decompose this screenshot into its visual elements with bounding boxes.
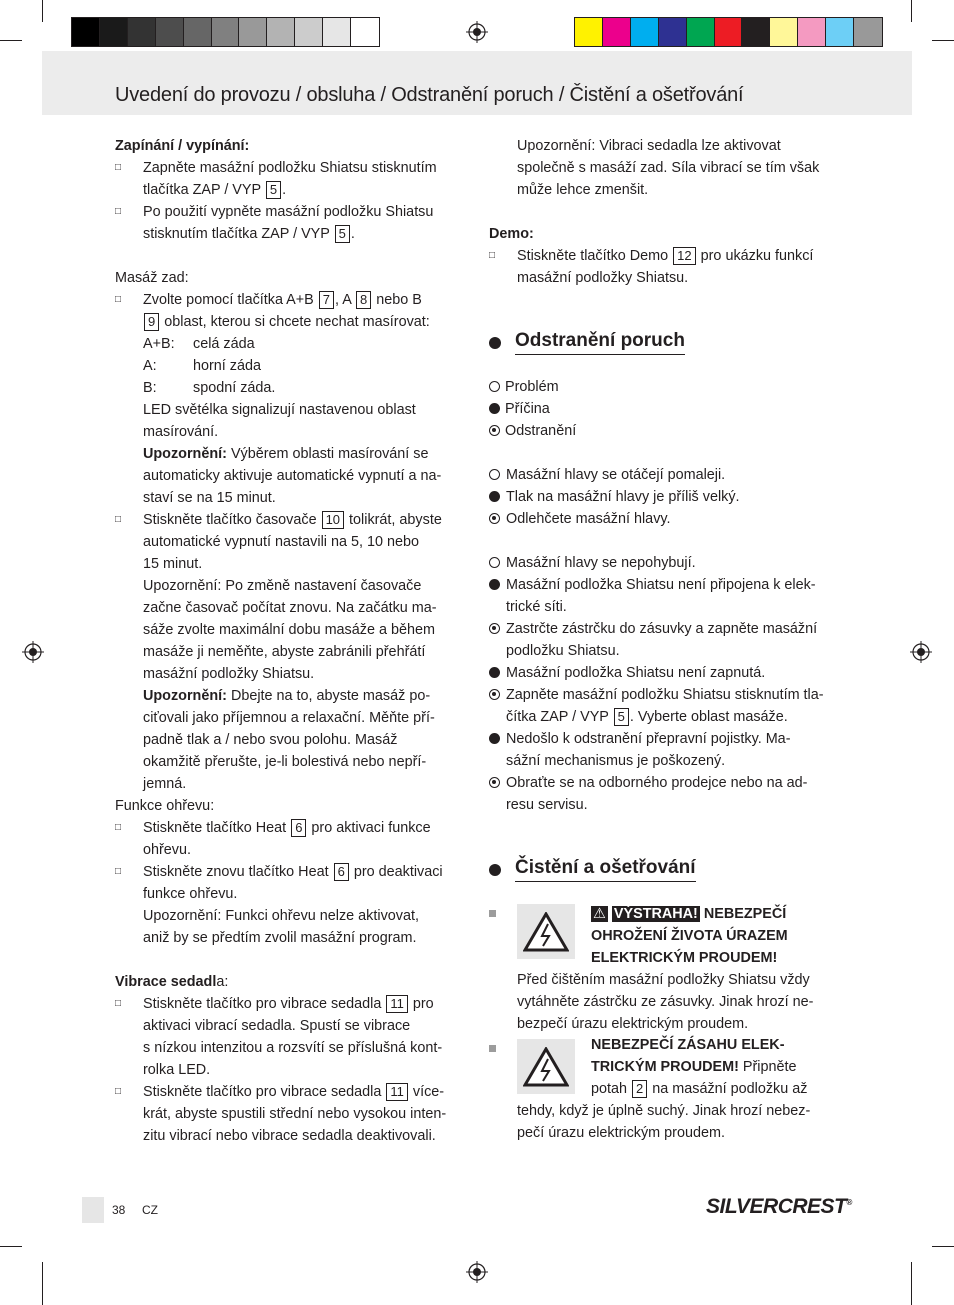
bullet-square-icon: □: [115, 294, 122, 305]
color-swatch: [798, 18, 826, 46]
color-swatch: [742, 18, 770, 46]
bullet-square-icon: [489, 910, 496, 917]
section-title-cleaning: Čistění a ošetřování: [489, 857, 696, 882]
page-title: Uvedení do provozu / obsluha / Odstranění poruch / Čistění a ošetřování: [115, 84, 744, 106]
list-item: □ Zapněte masážní podložku Shiatsu stisknutím tlačítka ZAP / VYP 5 .: [115, 157, 470, 201]
crop-mark: [932, 40, 954, 41]
section-heading: Masáž zad:: [115, 270, 189, 286]
electric-hazard-icon: [517, 904, 575, 959]
solution-icon: [489, 689, 500, 700]
section-heading: Zapínání / vypínání:: [115, 138, 250, 154]
color-swatch: [239, 18, 267, 46]
warning-triangle-icon: ⚠: [593, 906, 606, 922]
list-item: □ Stiskněte tlačítko časovače 10 tolikrát, abyste automatické vypnutí nastavili na 5, 10 nebo 15 minut. Upozornění: Po změně nastavení časovače začne časovač počítat znovu. Na začátku ma- sáže zvolte maximální dobu masáže a během masáže ji neměňte, abyste zabránili přehřátí masážní podložky Shiatsu. Upozornění: Dbejte na to, abyste masáž po- ciťovali jako příjemnou a relaxační. Měňte pří- padně tlak a / nebo svou polohu. Masáž okamžitě přerušte, je-li bolestivá nebo nepří- jemná.: [115, 509, 470, 795]
bullet-square-icon: □: [115, 162, 122, 173]
crop-mark: [42, 1262, 43, 1305]
bullet-square-icon: [489, 1045, 496, 1052]
registration-mark-icon: [22, 641, 44, 663]
cause-icon: [489, 491, 500, 502]
solution-icon: [489, 777, 500, 788]
section-title-troubleshooting: Odstranění poruch: [489, 330, 685, 355]
warning-block-1: ⚠ VÝSTRAHA! NEBEZPEČÍ OHROŽENÍ ŽIVOTA ÚRAZEM ELEKTRICKÝM PROUDEM!: [591, 906, 788, 966]
list-item: □ Stiskněte znovu tlačítko Heat 6 pro deaktivaci funkce ohřevu. Upozornění: Funkci ohřevu nelze aktivovat, aniž by se předtím zvolil masážní program.: [115, 861, 470, 949]
section-heading: Funkce ohřevu:: [115, 798, 215, 814]
bullet-square-icon: □: [115, 206, 122, 217]
section-heading: Demo:: [489, 226, 534, 242]
bullet-square-icon: □: [115, 514, 122, 525]
trouble-item: Nedošlo k odstranění přepravní pojistky. Ma- sážní mechanismus je poškozený.: [489, 728, 849, 772]
trouble-item: Odlehčete masážní hlavy.: [489, 508, 849, 530]
bullet-square-icon: □: [115, 998, 122, 1009]
list-item: □ Stiskněte tlačítko pro vibrace sedadla 11 více- krát, abyste spustili střední nebo vysokou inten- zitu vibrací nebo vibrace sedadla deaktivovali.: [115, 1081, 470, 1147]
crop-mark: [0, 1246, 22, 1247]
color-swatch: [128, 18, 156, 46]
list-item: □ Stiskněte tlačítko Demo 12 pro ukázku funkcí masážní podložky Shiatsu.: [489, 245, 849, 289]
list-item: □ Stiskněte tlačítko Heat 6 pro aktivaci funkce ohřevu.: [115, 817, 470, 861]
problem-icon: [489, 469, 500, 480]
crop-mark: [932, 1246, 954, 1247]
language-code: CZ: [142, 1203, 158, 1217]
cause-icon: [489, 667, 500, 678]
solution-icon: [489, 513, 500, 524]
page-header: [42, 51, 912, 115]
color-swatch: [631, 18, 659, 46]
color-swatch: [715, 18, 743, 46]
color-swatch: [687, 18, 715, 46]
color-swatch: [267, 18, 295, 46]
trouble-item: Zastrčte zástrčku do zásuvky a zapněte masážní podložku Shiatsu.: [489, 618, 849, 662]
color-swatch: [826, 18, 854, 46]
trouble-item: Masážní hlavy se otáčejí pomaleji.: [489, 464, 849, 486]
color-swatch: [351, 18, 379, 46]
cause-icon: [489, 403, 500, 414]
page-number: 38: [112, 1203, 126, 1217]
right-column-top: Upozornění: Vibraci sedadla lze aktivovat společně s masáží zad. Síla vibrací se tím však může lehce zmenšit. Demo: □ Stiskněte tlačítko Demo 12 pro ukázku funkcí masážní podložky Shiatsu.: [489, 135, 849, 289]
color-swatch: [295, 18, 323, 46]
trouble-item: Obraťte se na odborného prodejce nebo na ad- resu servisu.: [489, 772, 849, 816]
brand-logo: SILVERCREST®: [706, 1195, 852, 1218]
trouble-item: Masážní podložka Shiatsu není zapnutá.: [489, 662, 849, 684]
section-heading: Vibrace sedadla:: [115, 974, 229, 990]
warning-tag: VÝSTRAHA!: [613, 906, 698, 922]
process-color-bar: [574, 17, 883, 47]
crop-mark: [911, 1262, 912, 1305]
button-number: 5: [335, 225, 350, 243]
list-item: □ Stiskněte tlačítko pro vibrace sedadla 11 pro aktivaci vibrací sedadla. Spustí se vibrace s nízkou intenzitou a rozsvítí se příslušná kont- rolka LED.: [115, 993, 470, 1081]
problem-icon: [489, 557, 500, 568]
list-item: □ Zvolte pomocí tlačítka A+B 7 , A 8 nebo B 9 oblast, kterou si chcete nechat masírovat: A+B: celá záda A: horní záda B: spodní záda. LED světélka signalizují nastavenou oblast masírování. Upozornění: Výběrem oblasti masírování se automaticky aktivuje automatické vypnutí a na- staví se na 15 minut.: [115, 289, 470, 509]
warning-block-2: NEBEZPEČÍ ZÁSAHU ELEK- TRICKÝM PROUDEM! Připněte potah 2 na masážní podložku až: [591, 1037, 808, 1097]
registration-mark-icon: [910, 641, 932, 663]
cause-icon: [489, 579, 500, 590]
left-column: [115, 135, 470, 1147]
color-swatch: [156, 18, 184, 46]
list-item: □ Po použití vypněte masážní podložku Shiatsu stisknutím tlačítka ZAP / VYP 5 .: [115, 201, 470, 245]
gray-color-bar: [71, 17, 380, 47]
color-swatch: [575, 18, 603, 46]
registration-mark-icon: [466, 1261, 488, 1283]
bullet-square-icon: □: [489, 250, 496, 261]
bullet-dot-icon: [489, 337, 501, 349]
cause-icon: [489, 733, 500, 744]
warning-text-2: tehdy, když je úplně suchý. Jinak hrozí nebez- pečí úrazu elektrickým proudem.: [517, 1103, 811, 1141]
color-swatch: [323, 18, 351, 46]
troubleshooting-list: Problém Příčina Odstranění Masážní hlavy se otáčejí pomaleji. Tlak na masážní hlavy je příliš velký. Odlehčete masážní hlavy. Masážní hlavy se nepohybují. Masážní podložka Shiatsu není připojena k elek- trické síti. Zastrčte zástrčku do zásuvky a zapněte masážní podložku Shiatsu. Masážní podložka Shiatsu není zapnutá. Zapněte masážní podložku Shiatsu stisknutím tla- čítka ZAP / VYP 5 . Vyberte oblast masáže. Nedošlo k odstranění přepravní pojistky. Ma- sážní mechanismus je poškozený. Obraťte se na odborného prodejce nebo na ad- resu servisu.: [489, 376, 849, 816]
problem-icon: [489, 381, 500, 392]
registration-mark-icon: [466, 21, 488, 43]
bullet-square-icon: □: [115, 866, 122, 877]
button-number: 5: [266, 181, 281, 199]
color-swatch: [659, 18, 687, 46]
trouble-item: Masážní hlavy se nepohybují.: [489, 552, 849, 574]
electric-hazard-icon: [517, 1039, 575, 1094]
trouble-item: Tlak na masážní hlavy je příliš velký.: [489, 486, 849, 508]
bullet-square-icon: □: [115, 822, 122, 833]
crop-mark: [42, 0, 43, 22]
page-number-tab: [82, 1197, 104, 1223]
solution-icon: [489, 425, 500, 436]
trouble-item: Masážní podložka Shiatsu není připojena k elek- trické síti.: [489, 574, 849, 618]
crop-mark: [911, 0, 912, 22]
trouble-item: Zapněte masážní podložku Shiatsu stisknutím tla- čítka ZAP / VYP 5 . Vyberte oblast masáže.: [489, 684, 849, 728]
color-swatch: [184, 18, 212, 46]
color-swatch: [212, 18, 240, 46]
warning-text-1: Před čištěním masážní podložky Shiatsu vždy vytáhněte zástrčku ze zásuvky. Jinak hrozí ne- bezpečí úrazu elektrickým proudem.: [517, 972, 814, 1032]
color-swatch: [770, 18, 798, 46]
color-swatch: [854, 18, 882, 46]
bullet-dot-icon: [489, 864, 501, 876]
color-swatch: [72, 18, 100, 46]
bullet-square-icon: □: [115, 1086, 122, 1097]
color-swatch: [603, 18, 631, 46]
crop-mark: [0, 40, 22, 41]
solution-icon: [489, 623, 500, 634]
color-swatch: [100, 18, 128, 46]
